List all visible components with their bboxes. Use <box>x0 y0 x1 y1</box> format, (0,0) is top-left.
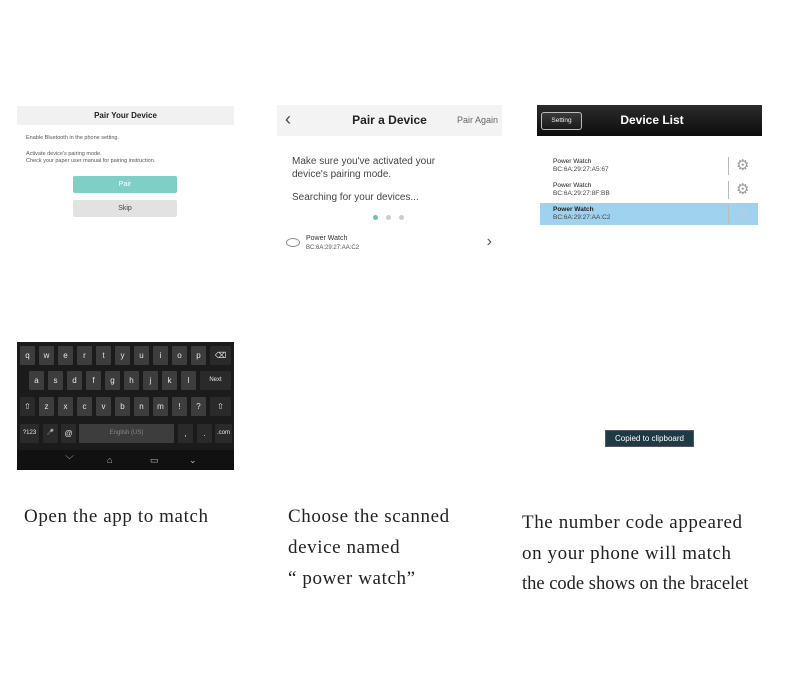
comma-key[interactable]: , <box>178 424 193 443</box>
device-row[interactable] <box>540 155 758 177</box>
key[interactable]: g <box>105 371 120 390</box>
hide-keyboard-icon[interactable]: ﹀ <box>65 455 75 465</box>
key[interactable]: ? <box>191 397 206 416</box>
skip-button[interactable]: Skip <box>73 200 177 217</box>
dotcom-key[interactable]: .com <box>215 424 232 443</box>
symbols-key[interactable]: ?123 <box>20 424 39 443</box>
next-key[interactable]: Next <box>200 371 231 390</box>
caption-step3: the code shows on the bracelet <box>522 574 749 594</box>
gear-icon[interactable]: ⚙ <box>736 157 750 174</box>
instruction-text: Activate device's pairing mode. <box>26 151 102 157</box>
divider <box>728 205 729 223</box>
key[interactable]: e <box>58 346 73 365</box>
instruction-text: Enable Bluetooth in the phone setting. <box>26 135 119 141</box>
key[interactable]: u <box>134 346 149 365</box>
caption-step1: Open the app to match <box>24 506 209 527</box>
pair-your-device-screen <box>17 106 234 224</box>
device-mac: BC:6A:29:27:AA:C2 <box>306 245 360 251</box>
caption-step2: Choose the scanned <box>288 506 450 527</box>
device-name: Power Watch <box>553 206 594 213</box>
key[interactable]: n <box>134 397 149 416</box>
key[interactable]: l <box>181 371 196 390</box>
caption-step3: The number code appeared <box>522 512 743 533</box>
divider <box>728 157 729 175</box>
key[interactable]: w <box>39 346 54 365</box>
caption-step2: device named <box>288 537 401 558</box>
divider <box>728 181 729 199</box>
key[interactable]: r <box>77 346 92 365</box>
device-name: Power Watch <box>553 158 592 165</box>
screen-title: Pair a Device <box>352 113 427 127</box>
key[interactable]: k <box>162 371 177 390</box>
clipboard-toast: Copied to clipboard <box>605 430 694 447</box>
instruction-text: device's pairing mode. <box>292 169 392 180</box>
progress-dot <box>386 215 391 220</box>
microphone-key[interactable]: 🎤 <box>43 424 58 443</box>
setting-button[interactable]: Setting <box>541 112 582 130</box>
home-icon[interactable]: ⌂ <box>107 455 113 465</box>
key[interactable]: c <box>77 397 92 416</box>
device-mac: BC:6A:29:27:AA:C2 <box>553 214 611 221</box>
progress-dot <box>399 215 404 220</box>
pair-a-device-screen <box>277 105 502 260</box>
gear-icon[interactable]: ⚙ <box>736 205 750 222</box>
at-key[interactable]: @ <box>61 424 76 443</box>
key[interactable]: p <box>191 346 206 365</box>
device-row[interactable] <box>540 179 758 201</box>
device-mac: BC:6A:29:27:A5:67 <box>553 166 609 173</box>
device-mac: BC:6A:29:27:8F:BB <box>553 190 610 197</box>
caption-step2: “ power watch” <box>288 568 416 589</box>
pair-again-button[interactable]: Pair Again <box>456 115 498 125</box>
gear-icon[interactable]: ⚙ <box>736 181 750 198</box>
key[interactable]: h <box>124 371 139 390</box>
watch-icon <box>286 238 300 247</box>
pair-button[interactable]: Pair <box>73 176 177 193</box>
device-name: Power Watch <box>553 182 592 189</box>
device-list-screen <box>537 105 762 235</box>
key[interactable]: s <box>48 371 63 390</box>
key[interactable]: o <box>172 346 187 365</box>
instruction-text: Check your paper user manual for pairing instruction. <box>26 158 156 164</box>
header-bar <box>537 105 762 136</box>
key[interactable]: q <box>20 346 35 365</box>
screen-title: Device List <box>620 113 684 127</box>
caption-step3: on your phone will match <box>522 543 732 564</box>
chevron-right-icon[interactable]: › <box>486 233 492 250</box>
shift-key[interactable]: ⇧ <box>210 397 231 416</box>
key[interactable]: j <box>143 371 158 390</box>
key[interactable]: a <box>29 371 44 390</box>
progress-dot <box>373 215 378 220</box>
searching-status: Searching for your devices... <box>292 192 419 203</box>
android-nav-bar <box>17 450 234 470</box>
screen-title: Pair Your Device <box>17 106 234 125</box>
back-arrow-icon[interactable]: ‹ <box>285 109 291 129</box>
key[interactable]: y <box>115 346 130 365</box>
key[interactable]: m <box>153 397 168 416</box>
key[interactable]: z <box>39 397 54 416</box>
collapse-icon[interactable]: ⌄ <box>189 455 197 465</box>
backspace-key[interactable]: ⌫ <box>210 346 231 365</box>
device-row-selected[interactable] <box>540 203 758 225</box>
onscreen-keyboard <box>17 342 234 470</box>
key[interactable]: ! <box>172 397 187 416</box>
space-key[interactable]: English (US) <box>79 424 174 443</box>
key[interactable]: d <box>67 371 82 390</box>
key[interactable]: v <box>96 397 111 416</box>
instruction-text: Make sure you've activated your <box>292 156 436 167</box>
device-name[interactable]: Power Watch <box>306 235 348 242</box>
key[interactable]: f <box>86 371 101 390</box>
period-key[interactable]: . <box>197 424 212 443</box>
shift-key[interactable]: ⇧ <box>20 397 35 416</box>
key[interactable]: x <box>58 397 73 416</box>
key[interactable]: b <box>115 397 130 416</box>
key[interactable]: i <box>153 346 168 365</box>
header-bar <box>277 105 502 136</box>
key[interactable]: t <box>96 346 111 365</box>
recents-icon[interactable]: ▭ <box>150 455 159 465</box>
